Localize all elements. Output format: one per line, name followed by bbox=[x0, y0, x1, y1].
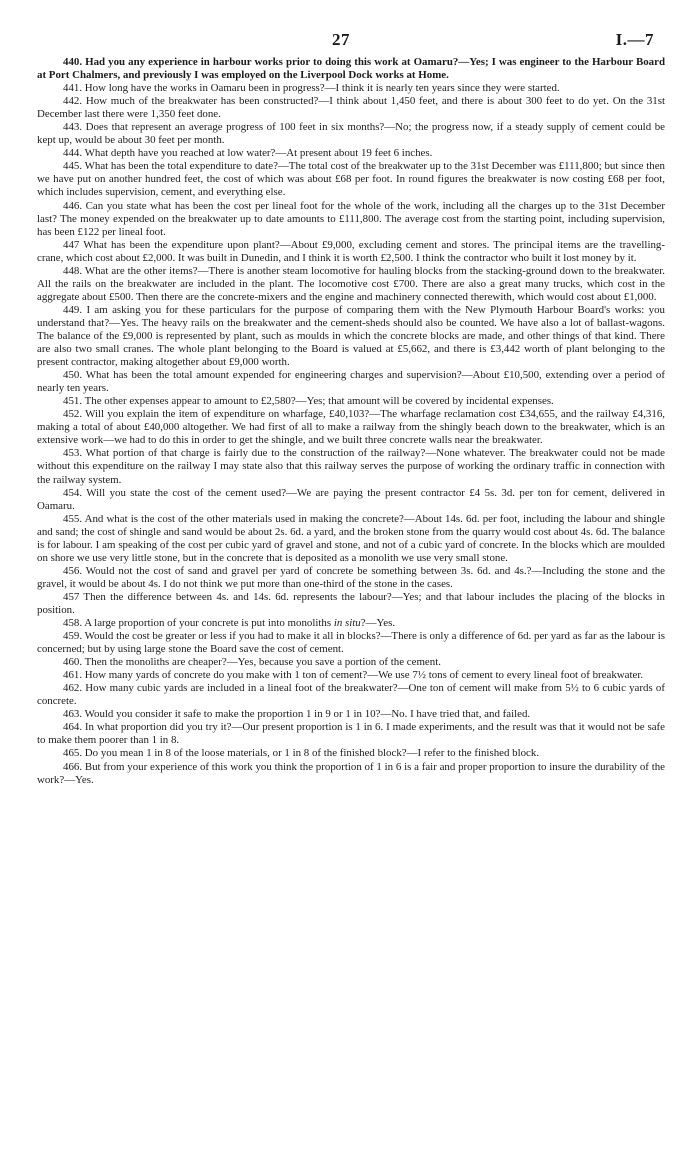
question-text: Will you state the cost of the cement used?—We are paying the present contractor £4 5s. 3d. per ton for cement, delivered in Oamaru. bbox=[37, 486, 666, 512]
italic-term: in situ bbox=[333, 617, 361, 630]
question-paragraph bbox=[37, 447, 665, 486]
question-paragraph bbox=[37, 395, 665, 408]
question-number: 462. bbox=[63, 682, 83, 695]
question-text: Would not the cost of sand and gravel per yard of concrete be something between 3s. 6d. and 4s.?—Including the stone and the gravel, it would be about 4s. I do not think we put more than one-third of the stone in the cases. bbox=[37, 564, 665, 590]
question-number: 453. bbox=[63, 447, 83, 460]
question-text: Then the difference between 4s. and 14s. 6d. represents the labour?—Yes; and that labour includes the placing of the blocks in position. bbox=[37, 590, 665, 616]
question-number: 455. bbox=[63, 512, 83, 525]
question-number: 454. bbox=[63, 486, 83, 499]
question-paragraph bbox=[37, 147, 665, 160]
page-reference: I.—7 bbox=[615, 30, 654, 49]
question-text: What has been the total expenditure to date?—The total cost of the breakwater up to the 31st December was £111,800; but since then we have put on another hundred feet, the cost of which was about £68 per foot. In round figures the breakwater is now costing £68 per foot, which includes supervision, cement, and everything else. bbox=[37, 160, 666, 199]
question-paragraph bbox=[37, 591, 665, 617]
question-paragraph bbox=[37, 56, 665, 82]
question-paragraph bbox=[37, 565, 665, 591]
question-paragraph bbox=[37, 669, 665, 682]
question-paragraph bbox=[37, 304, 665, 369]
page-header bbox=[0, 30, 700, 52]
question-text: What has been the total amount expended for engineering charges and supervision?—About £10,500, extending over a period of nearly ten years. bbox=[37, 369, 665, 395]
question-text: Would you consider it safe to make the proportion 1 in 9 or 1 in 10?—No. I have tried that, and failed. bbox=[84, 708, 531, 721]
question-number: 466. bbox=[63, 760, 83, 773]
question-number: 452. bbox=[63, 408, 83, 421]
answer-text: ?—Yes. bbox=[360, 617, 396, 630]
question-paragraph bbox=[37, 160, 665, 199]
question-paragraph bbox=[37, 408, 665, 447]
question-number: 458. bbox=[63, 617, 83, 630]
question-paragraph bbox=[37, 708, 665, 721]
question-paragraph bbox=[37, 630, 665, 656]
question-number: 450. bbox=[63, 369, 83, 382]
question-number: 461. bbox=[63, 669, 83, 682]
question-text: Had you any experience in harbour works prior to doing this work at Oamaru?—Yes; I was engineer to the Harbour Board at Port Chalmers, and previously I was employed on the Liverpool Dock works at Home. bbox=[37, 56, 666, 82]
question-paragraph bbox=[37, 761, 665, 787]
question-number: 447 bbox=[63, 238, 80, 251]
question-paragraph bbox=[37, 656, 665, 669]
question-number: 442. bbox=[63, 95, 83, 108]
question-number: 463. bbox=[63, 708, 83, 721]
question-text: What portion of that charge is fairly due to the construction of the railway?—None whatever. The breakwater could not be made without this expenditure on the railway I may state also that this railway serves the purpose of working the ordinary traffic in connection with the railway system. bbox=[37, 447, 665, 486]
question-number: 444. bbox=[63, 147, 83, 160]
question-number: 464. bbox=[63, 721, 83, 734]
question-text: The other expenses appear to amount to £2,580?—Yes; that amount will be covered by incidental expenses. bbox=[84, 395, 554, 408]
question-text: How long have the works in Oamaru been in progress?—I think it is nearly ten years since they were started. bbox=[84, 82, 560, 95]
question-text: Can you state what has been the cost per lineal foot for the whole of the work, including all the charges up to the 31st December last? The money expended on the breakwater up to date amounts to £111,800. The average cost from the starting point, including supervision, has been £122 per lineal foot. bbox=[37, 199, 666, 238]
question-text: How many yards of concrete do you make with 1 ton of cement?—We use 7½ tons of cement to every lineal foot of breakwater. bbox=[84, 669, 644, 682]
question-number: 446. bbox=[63, 199, 83, 212]
question-number: 440. bbox=[63, 56, 83, 68]
page-number: 27 bbox=[332, 30, 350, 49]
question-number: 443. bbox=[63, 121, 83, 134]
question-number: 456. bbox=[63, 564, 83, 577]
question-text: Would the cost be greater or less if you had to make it all in blocks?—There is only a difference of 6d. per yard as far as the labour is concerned; but by using large stone the Board save the cost of cement. bbox=[37, 630, 666, 656]
question-text: Will you explain the item of expenditure on wharfage, £40,103?—The wharfage reclamation cost £34,655, and the railway £4,316, making a total of about £40,000 altogether. We had first of all to make a railway from the shingly beach down to the breakwater, which is an extensive work—we had to do this in order to get the shingle, and we built three concrete walls near the breakwater. bbox=[37, 408, 665, 447]
question-paragraph bbox=[37, 200, 665, 239]
question-paragraph bbox=[37, 95, 665, 121]
question-number: 451. bbox=[63, 395, 83, 408]
question-paragraph bbox=[37, 682, 665, 708]
question-paragraph bbox=[37, 82, 665, 95]
question-text: How much of the breakwater has been constructed?—I think about 1,450 feet, and there is about 300 feet to do yet. On the 31st December last there were 1,350 feet done. bbox=[37, 95, 665, 121]
question-text: I am asking you for these particulars for the purpose of comparing them with the New Plymouth Harbour Board's works: you understand that?—Yes. The heavy rails on the breakwater and the cement-sheds should also be counted. We have also a lot of ballast-wagons. The balance of the £9,000 is represented by plant, such as moulds in which the concrete blocks are made, and other things of that kind. There are also two small cranes. The whole plant belonging to the Board is valued at £5,662, and there is £3,442 worth of plant belonging to the present contractor, making altogether about £9,000 worth. bbox=[37, 303, 665, 369]
question-text: What depth have you reached at low water?—At present about 19 feet 6 inches. bbox=[84, 147, 433, 160]
question-text: What are the other items?—There is another steam locomotive for hauling blocks from the stacking-ground down to the breakwater. All the rails on the breakwater are included in the plant. The locomotive cost £700. There are also a great many trucks, which cost in the aggregate about £500. Then there are the concrete-mixers and the engine and machinery connected therewith, which would cost about £1,000. bbox=[37, 264, 665, 303]
evidence-text bbox=[37, 56, 665, 787]
question-paragraph bbox=[37, 121, 665, 147]
question-number: 449. bbox=[63, 303, 83, 316]
question-number: 460. bbox=[63, 656, 83, 669]
question-paragraph bbox=[37, 239, 665, 265]
question-paragraph bbox=[37, 487, 665, 513]
question-paragraph bbox=[37, 369, 665, 395]
question-number: 459. bbox=[63, 630, 83, 643]
question-text: A large proportion of your concrete is put into monoliths bbox=[84, 617, 334, 630]
question-number: 448. bbox=[63, 264, 83, 277]
question-text: Does that represent an average progress of 100 feet in six months?—No; the progress now, if a steady supply of cement could be kept up, would be about 30 feet per month. bbox=[37, 121, 665, 147]
question-text: But from your experience of this work you think the proportion of 1 in 6 is a fair and proper proportion to insure the durability of the work?—Yes. bbox=[37, 760, 665, 786]
question-number: 445. bbox=[63, 160, 83, 173]
question-paragraph bbox=[37, 617, 665, 630]
question-text: In what proportion did you try it?—Our present proportion is 1 in 6. I made experiments, and the result was that it would not be safe to make them poorer than 1 in 8. bbox=[37, 721, 665, 747]
question-number: 457 bbox=[63, 590, 80, 603]
question-text: What has been the expenditure upon plant?—About £9,000, excluding cement and stores. The principal items are the travelling-crane, which cost about £2,000. It was built in Dunedin, and I think it is worth £2,500. I think the contractor who built it lost money by it. bbox=[37, 238, 665, 264]
question-text: And what is the cost of the other materials used in making the concrete?—About 14s. 6d. per foot, including the labour and shingle and sand; the cost of shingle and sand would be about 2s. 6d. a yard, and the broken stone from the quarry would cost about 4s. 6d. The balance is for labour. I am speaking of the cost per cubic yard of gravel and stone, and not of a cubic yard of concrete. In the blocks which are moulded on shore we use very little stone, but in the concrete that is deposited as a monolith we use very small stone. bbox=[37, 512, 665, 564]
question-number: 465. bbox=[63, 747, 83, 760]
question-number: 441. bbox=[63, 82, 83, 95]
question-paragraph bbox=[37, 747, 665, 760]
question-text: Then the monoliths are cheaper?—Yes, because you save a portion of the cement. bbox=[84, 656, 441, 669]
question-paragraph bbox=[37, 513, 665, 565]
question-text: How many cubic yards are included in a lineal foot of the breakwater?—One ton of cement will make from 5½ to 6 cubic yards of concrete. bbox=[37, 682, 665, 708]
question-paragraph bbox=[37, 265, 665, 304]
question-text: Do you mean 1 in 8 of the loose materials, or 1 in 8 of the finished block?—I refer to the finished block. bbox=[84, 747, 540, 760]
question-paragraph bbox=[37, 721, 665, 747]
